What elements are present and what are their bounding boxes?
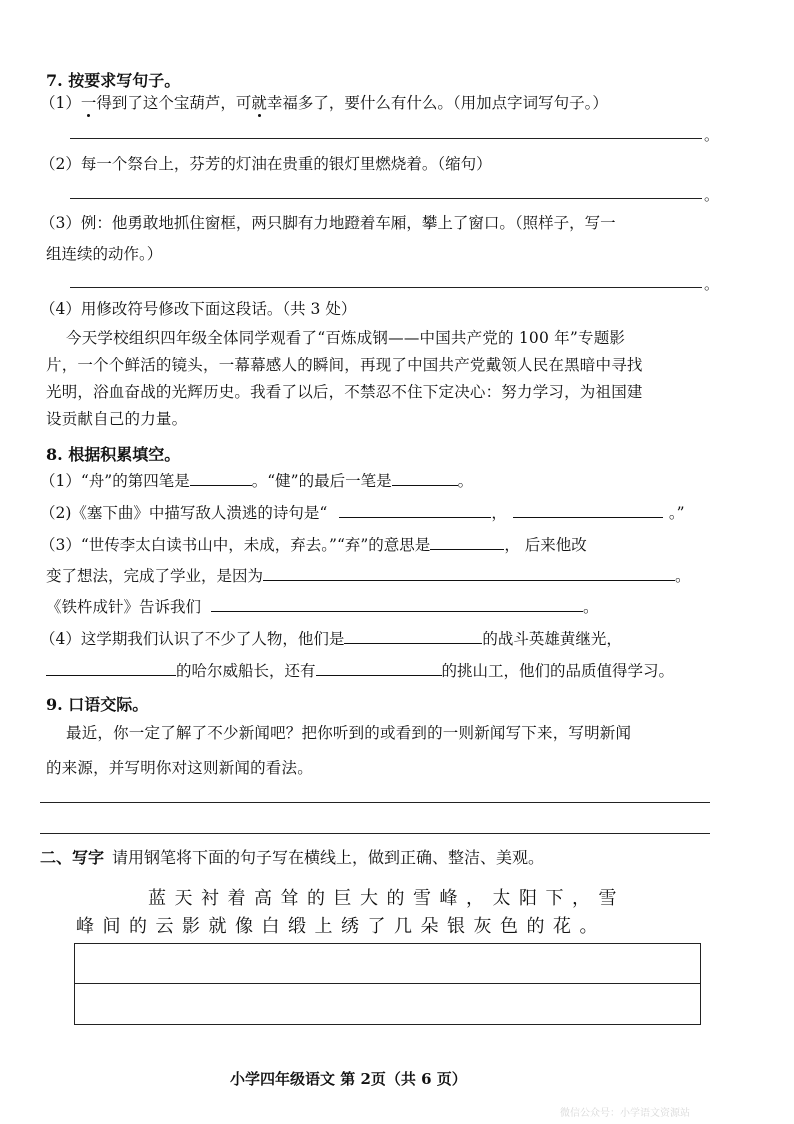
q8-item3-line1 bbox=[40, 534, 587, 556]
q8-item3-blank-3[interactable] bbox=[211, 596, 583, 612]
q8-item3-d: 。 bbox=[675, 567, 691, 585]
q8-item1-c: 。 bbox=[457, 472, 474, 490]
q9-answer-line-1[interactable] bbox=[40, 802, 710, 803]
q7-item1-pre: （1） bbox=[40, 94, 81, 112]
q9-line-1: 最近，你一定了解了不少新闻吧？把你听到的或看到的一则新闻写下来，写明新闻 bbox=[66, 724, 632, 742]
q8-item4-blank-3[interactable] bbox=[316, 660, 442, 676]
section2-writing-box[interactable] bbox=[74, 943, 701, 1025]
q9-title: 9. 口语交际。 bbox=[46, 695, 149, 714]
q7-passage-line-1: 今天学校组织四年级全体同学观看了“百炼成钢——中国共产党的 100 年”专题影 bbox=[66, 329, 626, 347]
section2-copy-line-1: 蓝天衬着高耸的巨大的雪峰，太阳下，雪 bbox=[148, 888, 625, 909]
q7-passage-line-2: 片，一个个鲜活的镜头，一幕幕感人的瞬间，再现了中国共产党戴领人民在黑暗中寻找 bbox=[46, 356, 643, 374]
q8-item3-f: 。 bbox=[583, 598, 599, 616]
q7-item3-period: 。 bbox=[704, 275, 720, 293]
q7-item3-answer-line[interactable] bbox=[70, 287, 702, 288]
q7-item3-line2: 组连续的动作。） bbox=[46, 245, 163, 263]
q7-item2-answer-line[interactable] bbox=[70, 198, 702, 199]
section2-instruction: 请用钢笔将下面的句子写在横线上，做到正确、整洁、美观。 bbox=[112, 848, 545, 867]
q8-item3-line2 bbox=[46, 565, 691, 587]
q8-item4-line1 bbox=[40, 628, 622, 650]
q8-item4-a: （4）这学期我们认识了不少了人物，他们是 bbox=[40, 630, 345, 648]
q8-item3-b: ， 后来他改 bbox=[504, 536, 587, 554]
q8-item2-c: 。” bbox=[668, 504, 685, 522]
q8-item3-e: 《铁杵成针》告诉我们 bbox=[46, 598, 202, 616]
q7-item4: （4）用修改符号修改下面这段话。（共 3 处） bbox=[40, 300, 357, 318]
q8-item1-blank-1[interactable] bbox=[190, 470, 252, 486]
q8-item2-blank-2[interactable] bbox=[513, 502, 663, 518]
section2-header bbox=[40, 845, 544, 868]
q9-line-2: 的来源，并写明你对这则新闻的看法。 bbox=[46, 759, 313, 777]
q7-item1-dotted-char-1: 一 bbox=[80, 94, 97, 112]
q8-item3-line3 bbox=[46, 596, 599, 618]
q7-item1-dotted-char-2: 就 bbox=[251, 94, 267, 112]
section2-copy-line-2: 峰间的云影就像白缎上绣了几朵银灰色的花。 bbox=[76, 916, 606, 937]
q7-passage-line-4: 设贡献自己的力量。 bbox=[46, 410, 188, 428]
section2-heading: 二、写字 bbox=[40, 848, 105, 867]
q8-item1-a: （1）“舟”的第四笔是 bbox=[40, 472, 190, 490]
q7-item3-line1: （3）例：他勇敢地抓住窗框，两只脚有力地蹬着车厢，攀上了窗口。（照样子，写一 bbox=[40, 214, 616, 232]
q8-item3-c: 变了想法，完成了学业，是因为 bbox=[46, 567, 264, 585]
q8-item4-c: 的哈尔威船长，还有 bbox=[176, 662, 316, 680]
q8-item2-blank-1[interactable] bbox=[339, 502, 491, 518]
q7-item2: （2）每一个祭台上，芬芳的灯油在贵重的银灯里燃烧着。（缩句） bbox=[40, 155, 492, 173]
q7-item1-mid: 得到了这个宝葫芦，可 bbox=[96, 94, 252, 112]
page-footer: 小学四年级语文 第 2页（共 6 页） bbox=[230, 1070, 467, 1088]
watermark: 微信公众号：小学语文资源站 bbox=[560, 1108, 690, 1119]
q8-item2 bbox=[40, 502, 685, 524]
q7-item1-period: 。 bbox=[704, 126, 720, 144]
q9-answer-line-2[interactable] bbox=[40, 833, 710, 834]
q8-item1-blank-2[interactable] bbox=[392, 470, 458, 486]
q7-title: 7. 按要求写句子。 bbox=[46, 71, 181, 90]
q8-item3-blank-1[interactable] bbox=[430, 534, 504, 550]
q7-item1 bbox=[40, 92, 608, 114]
q8-item3-blank-2[interactable] bbox=[263, 565, 675, 581]
q7-item1-post: 幸福多了，要什么有什么。（用加点字词写句子。） bbox=[266, 94, 608, 112]
q7-item2-period: 。 bbox=[704, 186, 720, 204]
q8-item3-a: （3）“世传李太白读书山中，未成，弃去。”“弃”的意思是 bbox=[40, 536, 431, 554]
q8-item1-b: 。“健”的最后一笔是 bbox=[251, 472, 392, 490]
q8-title: 8. 根据积累填空。 bbox=[46, 445, 181, 464]
q7-item1-answer-line[interactable] bbox=[70, 138, 702, 139]
q8-item4-blank-2[interactable] bbox=[46, 660, 176, 676]
q8-item1 bbox=[40, 470, 473, 492]
q8-item4-d: 的挑山工，他们的品质值得学习。 bbox=[441, 662, 675, 680]
q7-passage-line-3: 光明，浴血奋战的光辉历史。我看了以后，不禁忍不住下定决心：努力学习，为祖国建 bbox=[46, 383, 643, 401]
section2-writing-box-divider bbox=[75, 983, 700, 984]
q8-item4-line2 bbox=[46, 660, 674, 682]
q8-item2-a: （2)《塞下曲》中描写敌人溃逃的诗句是“ bbox=[40, 504, 328, 522]
q8-item4-b: 的战斗英雄黄继光， bbox=[482, 630, 622, 648]
q8-item2-b: ， bbox=[491, 504, 507, 522]
q8-item4-blank-1[interactable] bbox=[344, 628, 482, 644]
